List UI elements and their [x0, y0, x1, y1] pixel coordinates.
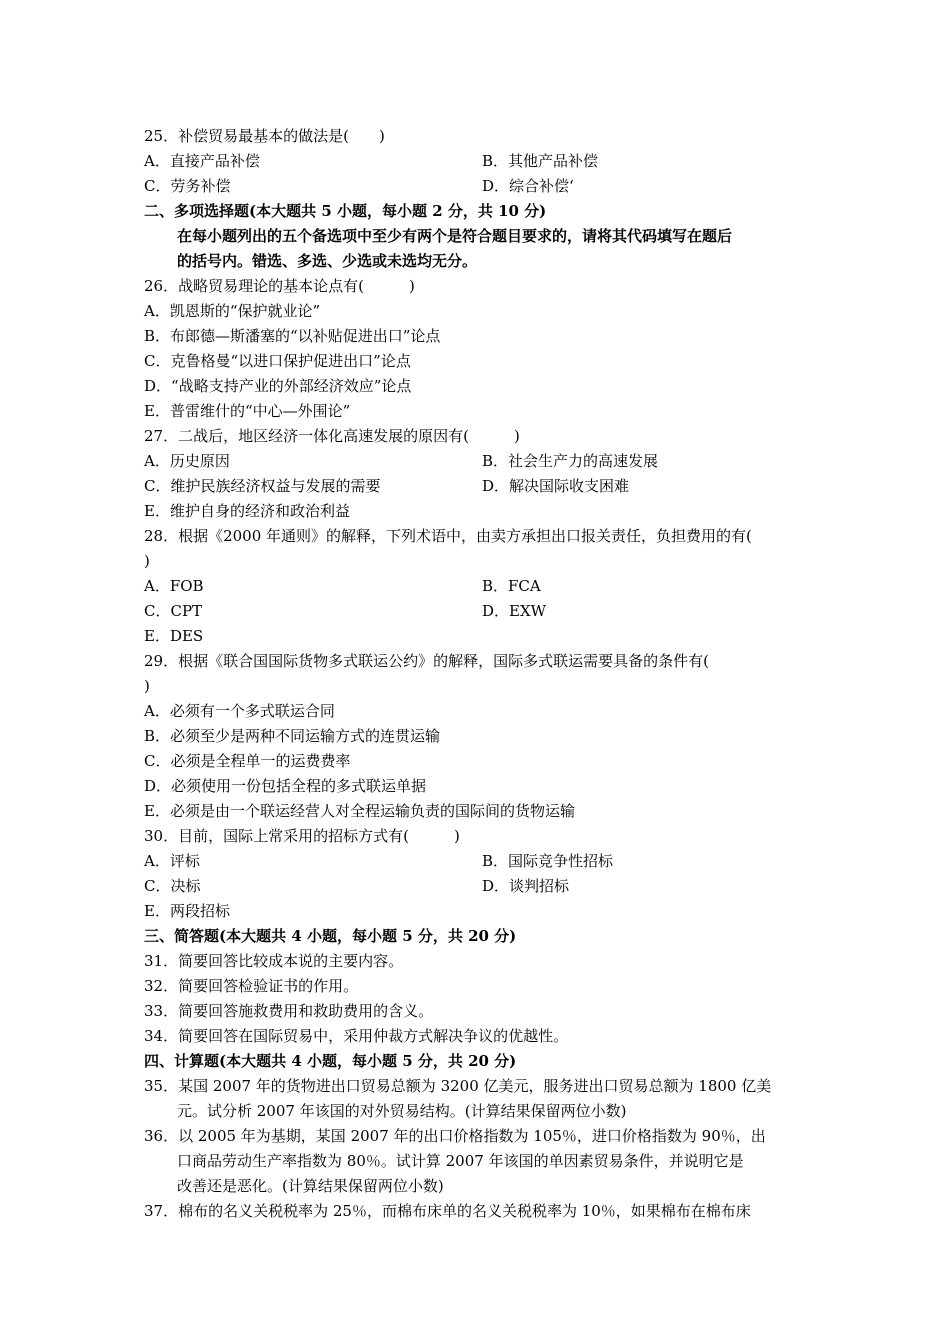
question-25-options-row1 — [144, 149, 808, 174]
option-a: A．历史原因 — [144, 452, 230, 470]
question-33: 33．简要回答施救费用和救助费用的含义。 — [144, 1002, 434, 1020]
section-2-instructions-line1: 在每小题列出的五个备选项中至少有两个是符合题目要求的，请将其代码填写在题后 — [177, 227, 733, 245]
option-c: C．克鲁格曼“以进口保护促进出口”论点 — [144, 352, 411, 370]
option-a: A．直接产品补偿 — [144, 152, 260, 170]
question-28-stem-continued: ) — [144, 552, 150, 570]
option-b: B．社会生产力的高速发展 — [482, 452, 659, 470]
question-26-stem: 26．战略贸易理论的基本论点有( ) — [144, 277, 415, 295]
option-d: D．“战略支持产业的外部经济效应”论点 — [144, 377, 412, 395]
section-4-heading: 四、计算题(本大题共 4 小题，每小题 5 分，共 20 分) — [144, 1052, 517, 1070]
option-c: C．决标 — [144, 877, 201, 895]
question-36-line2: 口商品劳动生产率指数为 80％。试计算 2007 年该国的单因素贸易条件，并说明它是 — [177, 1152, 744, 1170]
option-a: A．FOB — [144, 577, 204, 595]
option-d: D．解决国际收支困难 — [482, 477, 630, 495]
question-37-line1: 37．棉布的名义关税税率为 25％，而棉布床单的名义关税税率为 10％，如果棉布在棉布床 — [144, 1202, 751, 1220]
option-d: D．必须使用一份包括全程的多式联运单据 — [144, 777, 427, 795]
question-35-line2: 元。试分析 2007 年该国的对外贸易结构。(计算结果保留两位小数) — [177, 1102, 627, 1120]
option-c: C．维护民族经济权益与发展的需要 — [144, 477, 381, 495]
section-3-heading: 三、简答题(本大题共 4 小题，每小题 5 分，共 20 分) — [144, 927, 517, 945]
option-b: B．必须至少是两种不同运输方式的连贯运输 — [144, 727, 441, 745]
section-2-heading: 二、多项选择题(本大题共 5 小题，每小题 2 分，共 10 分) — [144, 202, 547, 220]
option-e: E．DES — [144, 627, 204, 645]
question-27-options-row1 — [144, 449, 808, 474]
section-2-instructions-line2: 的括号内。错选、多选、少选或未选均无分。 — [177, 252, 478, 270]
option-c: C．CPT — [144, 602, 203, 620]
option-e: E．必须是由一个联运经营人对全程运输负责的国际间的货物运输 — [144, 802, 575, 820]
question-27-stem: 27．二战后，地区经济一体化高速发展的原因有( ) — [144, 427, 520, 445]
option-d: D．EXW — [482, 602, 547, 620]
question-25-options-row2 — [144, 174, 808, 199]
question-28-stem: 28．根据《2000 年通则》的解释，下列术语中，由卖方承担出口报关责任，负担费用的有( — [144, 527, 752, 545]
option-d: D．综合补偿‘ — [482, 177, 574, 195]
question-30-options-row1 — [144, 849, 808, 874]
question-27-options-row2 — [144, 474, 808, 499]
question-28-options-row1 — [144, 574, 808, 599]
question-35-line1: 35．某国 2007 年的货物进出口贸易总额为 3200 亿美元，服务进出口贸易总额为 1800 亿美 — [144, 1077, 772, 1095]
option-b: B．其他产品补偿 — [482, 152, 599, 170]
question-36-line1: 36．以 2005 年为基期，某国 2007 年的出口价格指数为 105％，进口价格指数为 90％，出 — [144, 1127, 766, 1145]
option-a: A．评标 — [144, 852, 200, 870]
question-25-stem: 25．补偿贸易最基本的做法是( ) — [144, 127, 385, 145]
question-29-stem: 29．根据《联合国国际货物多式联运公约》的解释，国际多式联运需要具备的条件有( — [144, 652, 709, 670]
question-28-options-row2 — [144, 599, 808, 624]
option-c: C．劳务补偿 — [144, 177, 231, 195]
question-29-stem-continued: ) — [144, 677, 150, 695]
option-a: A．凯恩斯的“保护就业论” — [144, 302, 321, 320]
question-30-stem: 30．目前，国际上常采用的招标方式有( ) — [144, 827, 460, 845]
option-b: B．国际竞争性招标 — [482, 852, 614, 870]
option-e: E．两段招标 — [144, 902, 230, 920]
question-31: 31．简要回答比较成本说的主要内容。 — [144, 952, 404, 970]
option-e: E．维护自身的经济和政治利益 — [144, 502, 350, 520]
question-32: 32．简要回答检验证书的作用。 — [144, 977, 359, 995]
option-c: C．必须是全程单一的运费费率 — [144, 752, 351, 770]
question-30-options-row2 — [144, 874, 808, 899]
option-b: B．布郎德—斯潘塞的“以补贴促进出口”论点 — [144, 327, 441, 345]
question-34: 34．简要回答在国际贸易中，采用仲裁方式解决争议的优越性。 — [144, 1027, 569, 1045]
option-d: D．谈判招标 — [482, 877, 570, 895]
question-36-line3: 改善还是恶化。(计算结果保留两位小数) — [177, 1177, 444, 1195]
option-e: E．普雷维什的“中心—外围论” — [144, 402, 351, 420]
option-a: A．必须有一个多式联运合同 — [144, 702, 335, 720]
exam-page — [144, 124, 808, 1224]
option-b: B．FCA — [482, 577, 541, 595]
